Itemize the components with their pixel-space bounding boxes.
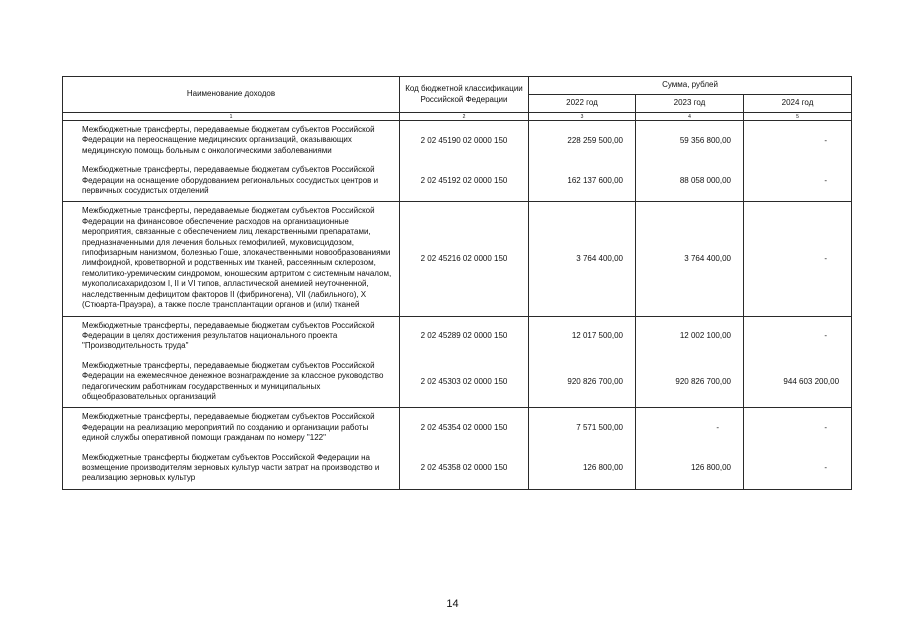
amount-2024: - [744,202,852,316]
budget-code: 2 02 45358 02 0000 150 [400,449,529,490]
budget-code: 2 02 45192 02 0000 150 [400,161,529,202]
table-row [63,316,852,357]
revenue-name: Межбюджетные трансферты, передаваемые бюджетам субъектов Российской Федерации на реализацию мероприятий по созданию и организации работы единой службы оперативной помощи гражданам по номеру "122" [63,408,400,449]
amount-2022: 126 800,00 [529,449,636,490]
amount-2023: 59 356 800,00 [636,121,744,162]
table-row [63,202,852,316]
revenue-name: Межбюджетные трансферты, передаваемые бюджетам субъектов Российской Федерации на финансовое обеспечение расходов на организационные мероприятия, связанные с обеспечением лиц лекарственными препаратами, предназначенными для лечения больных гемофилией, муковисцидозом, гипофизарным нанизмом, болезнью Гоше, злокачественными новообразованиями лимфоидной, кроветворной и родственных им тканей, рассеянным склерозом, гемолитико-уремическим синдромом, юношеским артритом с системным началом, мукополисахаридозом I, II и VI типов, апластической анемией неуточненной, наследственным дефицитом факторов II (фибриногена), VII (лабильного), X (Стюарта-Прауэра), а также после трансплантации органов и (или) тканей [63,202,400,316]
revenue-name: Межбюджетные трансферты, передаваемые бюджетам субъектов Российской Федерации на оснащение оборудованием региональных сосудистых центров и первичных сосудистых отделений [63,161,400,202]
column-number-2: 2 [400,113,529,121]
table-row [63,408,852,449]
amount-2023: 88 058 000,00 [636,161,744,202]
amount-2023: - [636,408,744,449]
table-row [63,357,852,408]
header-sum: Сумма, рублей [529,77,852,95]
revenue-name: Межбюджетные трансферты бюджетам субъектов Российской Федерации на возмещение производителям зерновых культур части затрат на производство и реализацию зерновых культур [63,449,400,490]
budget-revenue-table [62,76,852,490]
amount-2024: 944 603 200,00 [744,357,852,408]
column-number-3: 3 [529,113,636,121]
column-number-5: 5 [744,113,852,121]
header-year-2023: 2023 год [636,95,744,113]
revenue-name: Межбюджетные трансферты, передаваемые бюджетам субъектов Российской Федерации на ежемесячное денежное вознаграждение за классное руководство педагогическим работникам государственных и муниципальных общеобразовательных организаций [63,357,400,408]
header-budget-code: Код бюджетной классификации Российской Федерации [400,77,529,113]
budget-code: 2 02 45216 02 0000 150 [400,202,529,316]
amount-2024: - [744,121,852,162]
budget-code: 2 02 45289 02 0000 150 [400,316,529,357]
amount-2024: - [744,316,852,357]
header-year-2022: 2022 год [529,95,636,113]
amount-2024: - [744,408,852,449]
budget-code: 2 02 45303 02 0000 150 [400,357,529,408]
amount-2023: 12 002 100,00 [636,316,744,357]
page-number: 14 [446,598,459,610]
amount-2023: 126 800,00 [636,449,744,490]
amount-2023: 3 764 400,00 [636,202,744,316]
header-revenue-name: Наименование доходов [63,77,400,113]
table-row [63,449,852,490]
amount-2024: - [744,161,852,202]
amount-2022: 12 017 500,00 [529,316,636,357]
column-number-4: 4 [636,113,744,121]
budget-code: 2 02 45354 02 0000 150 [400,408,529,449]
amount-2022: 7 571 500,00 [529,408,636,449]
table-row [63,121,852,162]
header-year-2024: 2024 год [744,95,852,113]
revenue-name: Межбюджетные трансферты, передаваемые бюджетам субъектов Российской Федерации на переоснащение медицинских организаций, оказывающих медицинскую помощь больным с онкологическими заболеваниями [63,121,400,162]
amount-2022: 162 137 600,00 [529,161,636,202]
revenue-name: Межбюджетные трансферты, передаваемые бюджетам субъектов Российской Федерации в целях достижения результатов национального проекта "Производительность труда" [63,316,400,357]
amount-2024: - [744,449,852,490]
amount-2022: 228 259 500,00 [529,121,636,162]
amount-2023: 920 826 700,00 [636,357,744,408]
budget-code: 2 02 45190 02 0000 150 [400,121,529,162]
amount-2022: 3 764 400,00 [529,202,636,316]
amount-2022: 920 826 700,00 [529,357,636,408]
table-row [63,161,852,202]
column-number-1: 1 [63,113,400,121]
